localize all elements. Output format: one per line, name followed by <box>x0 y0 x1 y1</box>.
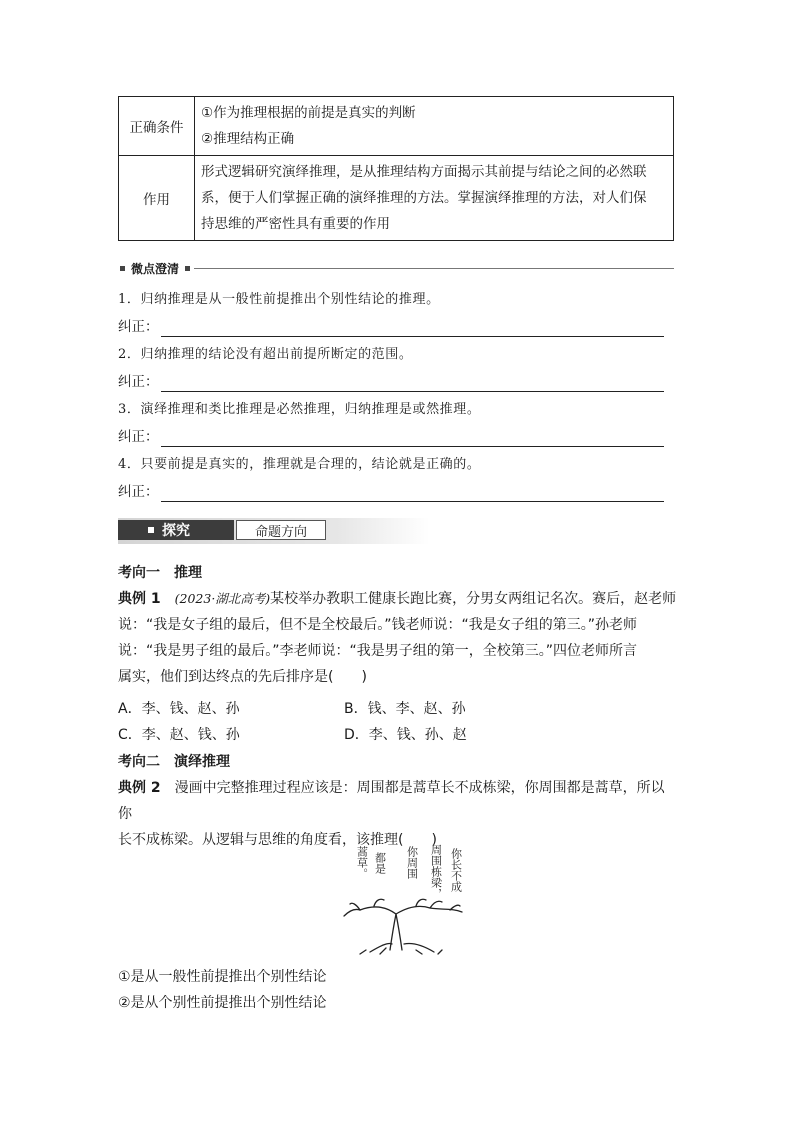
example-text: 漫画中完整推理过程应该是：周围都是蒿草长不成栋梁，你周围都是蒿草，所以你 <box>118 780 665 822</box>
choice-item[interactable]: ①是从一般性前提推出个别性结论 <box>118 969 327 985</box>
cartoon-column: 都是 <box>373 852 387 874</box>
table-cell-line: 形式逻辑研究演绎推理，是从推理结构方面揭示其前提与结论之间的必然联 <box>201 164 647 180</box>
correction-row <box>118 372 664 392</box>
clarify-question: 1．归纳推理是从一般性前提推出个别性结论的推理。 <box>118 292 440 307</box>
banner-left-label: 探究 <box>162 523 190 539</box>
divider <box>194 268 674 269</box>
section-header-clarify <box>118 260 674 276</box>
table-cell <box>195 97 674 156</box>
table-cell-line: 持思维的严密性具有重要的作用 <box>201 216 390 232</box>
example-label: 典例 1 <box>118 591 161 607</box>
correction-label: 纠正： <box>118 429 159 445</box>
example-source: (2023·湖北高考) <box>174 591 271 606</box>
table-row <box>119 156 674 241</box>
direction-heading: 考向二 演绎推理 <box>118 754 230 770</box>
table-cell-line: ①作为推理根据的前提是真实的判断 <box>201 105 416 121</box>
clarify-question: 4．只要前提是真实的，推理就是合理的，结论就是正确的。 <box>118 457 481 472</box>
cartoon-column: 你长不成 <box>449 848 463 892</box>
square-bullet-icon <box>148 527 154 533</box>
correction-blank[interactable] <box>161 377 665 392</box>
option-row <box>118 696 678 722</box>
tree-drawing <box>344 899 462 954</box>
summary-table <box>118 96 674 241</box>
example1-block <box>118 560 678 690</box>
table-row-header: 正确条件 <box>119 97 195 156</box>
correction-row <box>118 482 664 502</box>
option-b[interactable]: B．钱、李、赵、孙 <box>344 701 466 717</box>
direction-heading: 考向一 推理 <box>118 565 202 581</box>
square-bullet-icon <box>185 266 190 271</box>
table-row <box>119 97 674 156</box>
choices-block <box>118 964 678 1016</box>
example1-line <box>118 586 678 612</box>
example1-options <box>118 696 678 748</box>
correction-blank[interactable] <box>161 432 665 447</box>
clarify-question: 3．演绎推理和类比推理是必然推理，归纳推理是或然推理。 <box>118 402 481 417</box>
cartoon-column: 你周围 <box>405 846 419 879</box>
banner-tab-direction: 命题方向 <box>236 520 326 540</box>
cartoon-text <box>356 844 463 899</box>
correction-row <box>118 317 664 337</box>
option-c[interactable]: C．李、赵、钱、孙 <box>118 727 240 743</box>
table-cell <box>195 156 674 241</box>
cartoon-column: 蒿草。 <box>355 846 369 879</box>
example1-line: 说：“我是女子组的最后，但不是全校最后。”钱老师说：“我是女子组的第三。”孙老师 <box>118 617 638 633</box>
section-title: 微点澄清 <box>131 261 180 276</box>
table-cell-line: ②推理结构正确 <box>201 131 295 147</box>
correction-blank[interactable] <box>161 487 665 502</box>
example2-line: 长不成栋梁。从逻辑与思维的角度看，该推理( ) <box>118 832 437 848</box>
option-a[interactable]: A．李、钱、赵、孙 <box>118 701 240 717</box>
table-cell-line: 系，便于人们掌握正确的演绎推理的方法。掌握演绎推理的方法，对人们保 <box>201 190 647 206</box>
correction-label: 纠正： <box>118 319 159 335</box>
banner-tab-explore <box>118 520 234 540</box>
correction-label: 纠正： <box>118 484 159 500</box>
cartoon-illustration <box>330 838 470 958</box>
option-d[interactable]: D．李、钱、孙、赵 <box>344 727 467 743</box>
table-row-header: 作用 <box>119 156 195 241</box>
clarify-question: 2．归纳推理的结论没有超出前提所断定的范围。 <box>118 347 413 362</box>
correction-blank[interactable] <box>161 322 665 337</box>
example1-line: 属实，他们到达终点的先后排序是( ) <box>118 669 367 685</box>
square-bullet-icon <box>120 266 125 271</box>
example2-line <box>118 775 678 827</box>
choice-item[interactable]: ②是从个别性前提推出个别性结论 <box>118 995 327 1011</box>
section-banner <box>118 518 430 544</box>
correction-row <box>118 427 664 447</box>
option-row <box>118 722 678 748</box>
example-text: 某校举办教职工健康长跑比赛，分男女两组记名次。赛后，赵老师 <box>270 591 677 607</box>
correction-label: 纠正： <box>118 374 159 390</box>
example1-line: 说：“我是男子组的最后。”李老师说：“我是男子组的第一，全校第三。”四位老师所言 <box>118 643 638 659</box>
example-label: 典例 2 <box>118 780 161 796</box>
cartoon-column: 周围栋梁， <box>429 844 443 899</box>
